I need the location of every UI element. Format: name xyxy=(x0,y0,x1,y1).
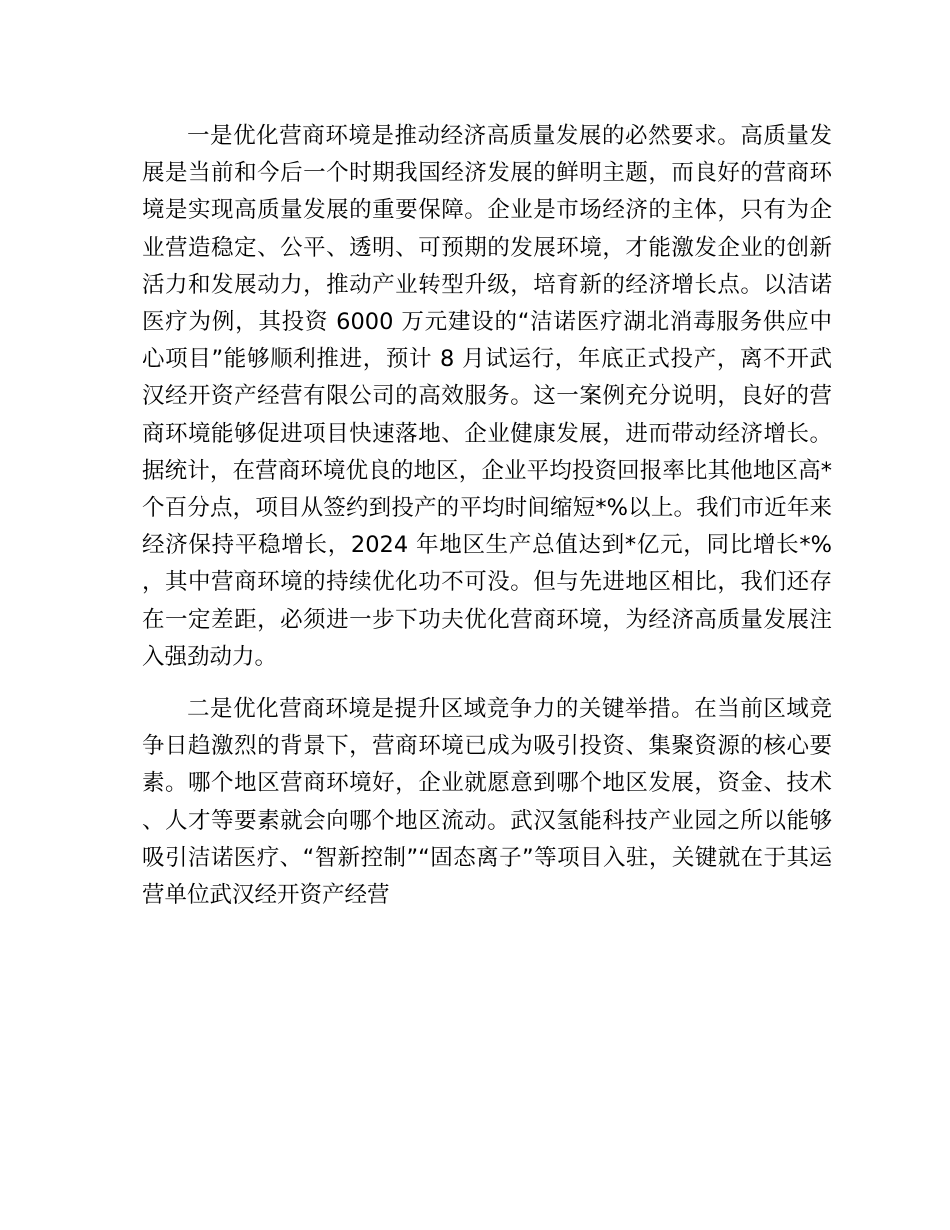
paragraph-1: 一是优化营商环境是推动经济高质量发展的必然要求。高质量发展是当前和今后一个时期我国经济发展的鲜明主题，而良好的营商环境是实现高质量发展的重要保障。企业是市场经济的主体，只有为企业营造稳定、公平、透明、可预期的发展环境，才能激发企业的创新活力和发展动力，推动产业转型升级，培育新的经济增长点。以洁诺医疗为例，其投资 6000 万元建设的“洁诺医疗湖北消毒服务供应中心项目”能够顺利推进，预计 8 月试运行，年底正式投产，离不开武汉经开资产经营有限公司的高效服务。这一案例充分说明，良好的营商环境能够促进项目快速落地、企业健康发展，进而带动经济增长。据统计，在营商环境优良的地区，企业平均投资回报率比其他地区高*个百分点，项目从签约到投产的平均时间缩短*%以上。我们市近年来经济保持平稳增长，2024 年地区生产总值达到*亿元，同比增长*%，其中营商环境的持续优化功不可没。但与先进地区相比，我们还存在一定差距，必须进一步下功夫优化营商环境，为经济高质量发展注入强劲动力。 xyxy=(142,123,832,670)
paragraph-2: 二是优化营商环境是提升区域竞争力的关键举措。在当前区域竞争日趋激烈的背景下，营商环境已成为吸引投资、集聚资源的核心要素。哪个地区营商环境好，企业就愿意到哪个地区发展，资金、技术、人才等要素就会向哪个地区流动。武汉氢能科技产业园之所以能够吸引洁诺医疗、“智新控制”“固态离子”等项目入驻，关键就在于其运营单位武汉经开资产经营 xyxy=(142,696,832,909)
document-body xyxy=(142,118,832,914)
